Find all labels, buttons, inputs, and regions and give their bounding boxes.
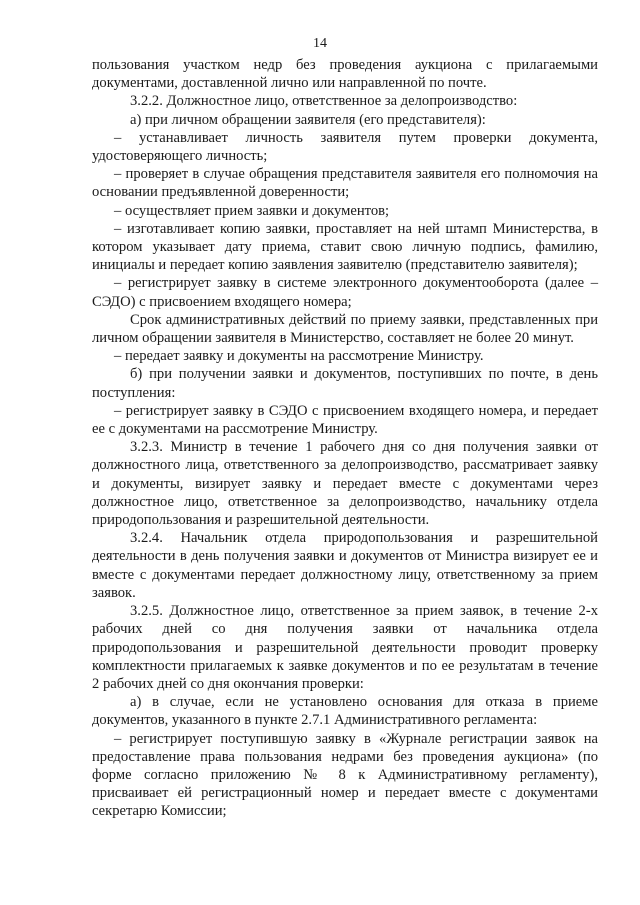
paragraph: 3.2.2. Должностное лицо, ответственное за делопроизводство: <box>130 93 518 110</box>
paragraph: – устанавливает личность заявителя путем проверки документа, удостоверяющего личность; <box>92 129 598 165</box>
paragraph: пользования участком недр без проведения аукциона с прилагаемыми документами, доставленной лично или направленной по почте. <box>92 57 598 92</box>
paragraph: – осуществляет прием заявки и документов; <box>114 202 390 219</box>
paragraph: а) при личном обращении заявителя (его представителя): <box>130 111 486 128</box>
paragraph: – регистрирует заявку в СЭДО с присвоением входящего номера, и передает ее с документами на рассмотрение Министру. <box>92 402 598 438</box>
page-number: 14 <box>313 36 327 51</box>
paragraph: – изготавливает копию заявки, проставляет на ней штамп Министерства, в котором указывает дату приема, ставит свою личную подпись, фамилию, инициалы и передает копию заявления заявителю (представителю заявителя); <box>92 220 598 274</box>
paragraph: – регистрирует заявку в системе электронного документооборота (далее – СЭДО) с присвоением входящего номера; <box>92 275 598 310</box>
paragraph: – регистрирует поступившую заявку в «Журнале регистрации заявок на предоставление права пользования недрами без проведения аукциона» (по форме согласно приложению № 8 к Административному регламенту), присваивает ей регистрационный номер и передает вместе с документами секретарю Комиссии; <box>92 730 598 820</box>
paragraph: а) в случае, если не установлено основания для отказа в приеме документов, указанного в пункте 2.7.1 Административного регламента: <box>92 694 598 729</box>
paragraph: – передает заявку и документы на рассмотрение Министру. <box>114 348 484 365</box>
paragraph: 3.2.4. Начальник отдела природопользования и разрешительной деятельности в день получения заявки и документов от Министра визирует ее и вместе с документами передает должностному лицу, ответственному за прием заявок. <box>92 530 598 601</box>
paragraph: б) при получении заявки и документов, поступивших по почте, в день поступления: <box>92 366 598 401</box>
paragraph: Срок административных действий по приему заявки, представленных при личном обращении заявителя в Министерство, составляет не более 20 минут. <box>92 311 598 347</box>
paragraph: 3.2.5. Должностное лицо, ответственное за прием заявок, в течение 2-х рабочих дней со дня получения заявки от начальника отдела природопользования и разрешительной деятельности проводит проверку комплектности прилагаемых к заявке документов и по ее результатам в течение 2 рабочих дней со дня окончания проверки: <box>92 603 598 692</box>
paragraph: – проверяет в случае обращения представителя заявителя его полномочия на основании предъявленной доверенности; <box>92 166 598 201</box>
paragraph: 3.2.3. Министр в течение 1 рабочего дня со дня получения заявки от должностного лица, ответственного за делопроизводство, рассматривает заявку и документы, визирует заявку и передает вместе с документами через должностное лицо, ответственное за делопроизводство, начальнику отдела природопользования и разрешительной деятельности. <box>92 439 598 529</box>
document-body <box>92 56 598 821</box>
